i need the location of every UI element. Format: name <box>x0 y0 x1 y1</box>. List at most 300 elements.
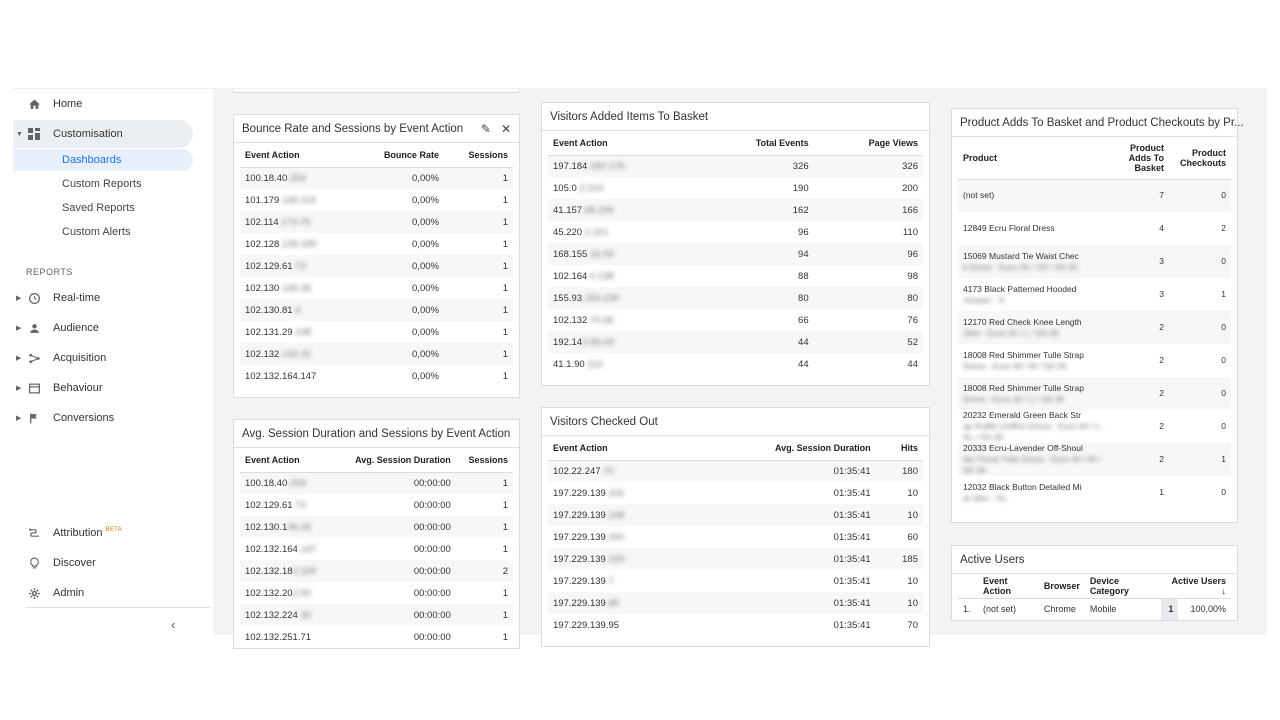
label-redacted: .139.189 <box>279 238 317 250</box>
col-bounce-rate[interactable]: Bounce Rate <box>353 143 444 167</box>
widget-title-bar <box>234 420 519 448</box>
person-icon <box>27 321 41 335</box>
nav-custom-alerts[interactable]: Custom Alerts <box>62 226 131 238</box>
cell-value: 10 <box>907 509 918 521</box>
cell-value: 01:35:41 <box>833 575 871 587</box>
table-row <box>240 626 513 648</box>
table-row <box>240 582 513 604</box>
label-redacted: .254 <box>287 477 306 489</box>
cell-value: 2 <box>1159 322 1164 332</box>
cell-value: 185 <box>902 553 918 565</box>
widget-bounce-rate <box>233 114 520 398</box>
table-row <box>958 377 1231 410</box>
table-row <box>240 255 513 277</box>
nav-saved-reports[interactable]: Saved Reports <box>62 202 135 214</box>
widget-product-adds <box>951 108 1244 523</box>
cell-label[interactable] <box>240 626 334 648</box>
label-visible: 192.14 <box>553 336 583 348</box>
cell-label[interactable] <box>240 516 334 538</box>
widget-title: Visitors Added Items To Basket <box>550 110 709 123</box>
label-visible: 155.93 <box>553 292 583 304</box>
cell-value: 326 <box>792 160 809 172</box>
cell-value: 0,00% <box>412 216 439 228</box>
label-visible: 197.184 <box>553 160 588 172</box>
col-event-action[interactable]: Event Action <box>240 143 353 167</box>
label-visible: 102.132.164 <box>245 543 298 555</box>
cell-value: 1 <box>502 216 508 228</box>
cell-value: 0 <box>1221 421 1226 431</box>
table-row <box>548 177 923 199</box>
checkedout-table <box>548 436 923 636</box>
caret-right-icon: ▶ <box>16 325 22 332</box>
widget-active-users <box>951 545 1238 621</box>
cell-label[interactable] <box>958 476 1109 509</box>
cell-label[interactable] <box>240 211 353 233</box>
cell-value: 2 <box>1221 223 1226 233</box>
table-row <box>240 494 513 516</box>
cell-value: 80 <box>907 292 918 304</box>
cell-value: 1 <box>502 238 508 250</box>
cell-label[interactable] <box>958 245 1109 278</box>
table-row <box>548 221 923 243</box>
col-browser[interactable]: Browser <box>1039 574 1085 598</box>
cell-label[interactable] <box>958 344 1109 377</box>
label-visible: 20232 Emerald Green Back Str <box>963 410 1082 420</box>
cell-label[interactable] <box>958 212 1109 245</box>
cell-value: 00:00:00 <box>413 477 451 489</box>
cell-value: 00:00:00 <box>413 521 451 533</box>
col-total-events[interactable]: Total Events <box>698 131 814 155</box>
label-redacted: Dress - Euro 42 / L / SA 36 <box>963 393 1064 404</box>
label-visible: 197.229.139 <box>553 509 606 521</box>
table-row <box>958 410 1231 443</box>
label-visible: (not set) <box>963 190 995 201</box>
label-visible: 18008 Red Shimmer Tulle Strap <box>963 349 1084 360</box>
label-redacted: 2.50 <box>292 587 312 599</box>
caret-right-icon: ▶ <box>16 295 22 302</box>
col-product[interactable]: Product <box>958 137 1109 179</box>
widget-title-bar <box>952 109 1244 137</box>
cell-label[interactable] <box>958 278 1109 311</box>
cell-value: 4 <box>1159 223 1164 233</box>
cell-value: 200 <box>902 182 918 194</box>
label-redacted: .70.66 <box>587 314 614 326</box>
cell-value: 0,00% <box>412 282 439 294</box>
nav-home[interactable] <box>13 90 193 118</box>
collapse-sidebar-button[interactable]: ‹ <box>171 617 176 632</box>
table-row <box>548 548 923 570</box>
cell-label[interactable] <box>240 189 353 211</box>
label-visible: 102.132.164.147 <box>245 370 317 382</box>
label-redacted: .116 <box>605 487 624 499</box>
checkedout-table-body <box>548 460 923 636</box>
cell-value: 7 <box>1159 190 1164 201</box>
cell-label[interactable] <box>958 179 1109 212</box>
cell-value: 96 <box>907 248 918 260</box>
cell-label[interactable] <box>548 504 691 526</box>
cell-label[interactable] <box>240 321 353 343</box>
table-row <box>240 604 513 626</box>
widget-title: Active Users <box>960 553 1025 566</box>
cell-label[interactable] <box>548 177 698 199</box>
cell-label[interactable] <box>240 494 334 516</box>
cell-value: 00:00:00 <box>413 631 451 643</box>
widget-title-bar <box>542 103 929 131</box>
cell-label[interactable] <box>958 377 1109 410</box>
cell-value: 10 <box>907 597 918 609</box>
cell-value: 162 <box>792 204 809 216</box>
label-redacted: .30 <box>297 609 312 621</box>
cell-value: 3 <box>1159 256 1164 266</box>
cell-value: 00:00:00 <box>413 543 451 555</box>
table-row <box>240 365 513 387</box>
label-visible: 15069 Mustard Tie Waist Chec <box>963 250 1079 261</box>
cell-label[interactable] <box>240 299 353 321</box>
widget-added-to-basket <box>541 102 930 386</box>
label-visible: 102.164 <box>553 270 588 282</box>
cell-value: 0 <box>1221 355 1226 365</box>
cell-value: 01:35:41 <box>833 531 871 543</box>
nav-attribution-label <box>53 527 122 539</box>
clock-icon <box>27 291 41 305</box>
widget-title-bar <box>542 408 929 436</box>
table-row <box>240 189 513 211</box>
cell-value: 0,00% <box>412 260 439 272</box>
label-visible: 102.129.61 <box>245 260 293 272</box>
col-avg-session-duration[interactable]: Avg. Session Duration <box>691 436 876 460</box>
col-active-users[interactable]: Active Users ↓ <box>1161 574 1231 598</box>
label-redacted: .7 <box>605 575 614 587</box>
cell-value: 1 <box>502 194 508 206</box>
widget-avg-session-duration <box>233 419 520 649</box>
cell-value: 0 <box>1221 322 1226 332</box>
cell-value: 66 <box>798 314 809 326</box>
label-redacted: .173.76 <box>278 216 311 228</box>
cell-value: 2 <box>1159 454 1164 464</box>
cell-value: 180 <box>902 465 918 477</box>
table-row <box>548 155 923 177</box>
table-row <box>958 598 1231 620</box>
cell-label[interactable] <box>958 410 1109 443</box>
label-visible: 197.229.139 <box>553 597 606 609</box>
label-visible: 4173 Black Patterned Hooded <box>963 283 1077 294</box>
widget-checked-out <box>541 407 930 647</box>
cell-label[interactable] <box>240 538 334 560</box>
cell-value: 1 <box>502 172 508 184</box>
table-row <box>240 233 513 255</box>
cell-value: 2 <box>1159 355 1164 365</box>
label-visible: 197.229.139 <box>553 487 606 499</box>
nav-customisation-label: Customisation <box>53 128 123 140</box>
col-product-adds[interactable]: Product Adds To Basket <box>1109 137 1169 179</box>
label-visible: 197.229.139 <box>553 553 606 565</box>
cell-label[interactable] <box>240 343 353 365</box>
label-redacted: 3.99.43 <box>582 336 614 348</box>
cell-value: 1 <box>502 609 508 621</box>
cell-label[interactable] <box>240 233 353 255</box>
table-row <box>548 504 923 526</box>
cell-value: 0,00% <box>412 172 439 184</box>
attribution-text: Attribution <box>53 527 103 539</box>
cell-value: 01:35:41 <box>833 553 871 565</box>
label-redacted: .70 <box>600 465 614 477</box>
col-device-category[interactable]: Device Category <box>1085 574 1161 598</box>
nav-dashboards[interactable]: Dashboards <box>13 149 193 171</box>
cell-value: 1 <box>1221 454 1226 464</box>
table-row <box>958 245 1231 278</box>
label-visible: 102.128 <box>245 238 280 250</box>
table-row <box>548 243 923 265</box>
cell-value: 01:35:41 <box>833 619 871 631</box>
col-event-action[interactable]: Event Action <box>548 436 691 460</box>
cell-label[interactable] <box>548 199 698 221</box>
cell-value: 0,00% <box>412 238 439 250</box>
label-redacted: .200 <box>605 531 625 543</box>
products-table <box>958 137 1231 509</box>
lightbulb-icon <box>27 556 41 570</box>
behaviour-window-icon <box>27 381 41 395</box>
label-redacted: .1.221 <box>582 226 609 238</box>
cell-label[interactable] <box>240 560 334 582</box>
cell-label[interactable] <box>548 614 691 636</box>
nav-behaviour[interactable] <box>13 374 193 402</box>
cell-label[interactable] <box>548 309 698 331</box>
col-sessions[interactable]: Sessions <box>444 143 513 167</box>
cell-value: 0,00% <box>412 194 439 206</box>
cell-value: 96 <box>798 226 809 238</box>
table-row <box>240 472 513 494</box>
label-visible: 102.130.81 <box>245 304 293 316</box>
cell-value: 2 <box>1159 421 1164 431</box>
cell-label[interactable] <box>958 443 1109 476</box>
label-redacted: .0.138 <box>587 270 614 282</box>
label-redacted: .85 <box>605 597 620 609</box>
cell-value: 44 <box>798 358 809 370</box>
widget-title-bar <box>952 546 1237 574</box>
cell-label[interactable] <box>240 255 353 277</box>
cell-label[interactable] <box>548 221 698 243</box>
close-icon[interactable]: ✕ <box>500 121 511 136</box>
table-row <box>240 538 513 560</box>
cell-label[interactable] <box>240 277 353 299</box>
cell-value: 01:35:41 <box>833 465 871 477</box>
reports-heading: REPORTS <box>26 267 73 277</box>
cell-value: 88 <box>798 270 809 282</box>
label-visible: 18008 Red Shimmer Tulle Strap <box>963 382 1084 393</box>
cell-value: 0,00% <box>412 370 439 382</box>
cell-value: 00:00:00 <box>413 587 451 599</box>
cell-label[interactable] <box>548 243 698 265</box>
sidebar <box>13 89 210 635</box>
cell-label[interactable] <box>548 482 691 504</box>
label-visible: 102.130.1 <box>245 521 288 533</box>
cell-value: 166 <box>902 204 918 216</box>
label-redacted: .68.194 <box>582 204 614 216</box>
table-row <box>548 482 923 504</box>
label-visible: 197.229.139.95 <box>553 619 620 631</box>
label-visible: 102.129.61 <box>245 499 293 511</box>
cell-value: 01:35:41 <box>833 509 871 521</box>
label-redacted: .73 <box>292 499 306 511</box>
nav-custom-reports[interactable]: Custom Reports <box>62 178 142 190</box>
cell-label[interactable] <box>548 592 691 614</box>
cell-value: 1 <box>1221 289 1226 299</box>
label-visible: 102.22.247 <box>553 465 601 477</box>
cell-value: 01:35:41 <box>833 487 871 499</box>
bounce-table-body <box>240 167 513 387</box>
col-product-checkouts[interactable]: Product Checkouts <box>1169 137 1231 179</box>
table-row <box>548 570 923 592</box>
cell-label[interactable] <box>240 604 334 626</box>
label-redacted: .2.214 <box>576 182 604 194</box>
table-row <box>958 212 1231 245</box>
table-row <box>958 311 1231 344</box>
label-visible: 12170 Red Check Knee Length <box>963 316 1082 327</box>
cell-label[interactable] <box>548 526 691 548</box>
cell-label[interactable] <box>548 265 698 287</box>
attribution-icon <box>27 526 41 540</box>
label-redacted: Skirt - Euro 42 / L / SA 36 <box>963 327 1059 338</box>
table-row <box>240 277 513 299</box>
label-redacted: .184.230 <box>582 292 620 304</box>
label-redacted: ap Ruffle Chiffon Dress - Euro 44 / L-XL / SA 36 <box>963 421 1103 442</box>
sidebar-divider <box>26 607 210 608</box>
col-event-action[interactable]: Event Action <box>548 131 698 155</box>
label-visible: 102.132.251.71 <box>245 631 312 643</box>
col-index <box>958 574 978 598</box>
nav-admin[interactable] <box>13 579 193 607</box>
table-row <box>958 179 1231 212</box>
widget-title-bar <box>234 115 519 143</box>
cell-value: 00:00:00 <box>413 609 451 621</box>
table-row <box>548 460 923 482</box>
cell-value: 0 <box>1221 190 1226 201</box>
nav-conversions[interactable] <box>13 404 193 432</box>
flag-icon <box>27 411 41 425</box>
label-redacted: .113 <box>584 358 603 370</box>
edit-pencil-icon[interactable]: ✎ <box>480 121 491 136</box>
nav-customisation[interactable] <box>13 120 193 148</box>
label-redacted: .183.176 <box>587 160 625 172</box>
cell-label[interactable] <box>240 167 353 189</box>
caret-right-icon: ▶ <box>16 355 22 362</box>
cell-value: 1 <box>502 282 508 294</box>
acquisition-icon <box>27 351 41 365</box>
cell-value: 0 <box>1221 388 1226 398</box>
label-redacted: Jumper - S <box>963 294 1005 305</box>
cell-label[interactable] <box>958 311 1109 344</box>
cell-value: 1 <box>502 521 508 533</box>
label-redacted: .254 <box>287 172 306 184</box>
cell-label[interactable] <box>548 287 698 309</box>
nav-discover[interactable] <box>13 549 193 577</box>
label-visible: 12032 Black Button Detailed Mi <box>963 481 1082 492</box>
label-redacted: .136.119 <box>279 194 316 206</box>
cell-event-action: (not set) <box>983 604 1017 615</box>
cell-value: 10 <box>907 575 918 587</box>
cell-value: 0,00% <box>412 326 439 338</box>
cell-value: 70 <box>907 619 918 631</box>
label-visible: 100.18.40 <box>245 477 288 489</box>
dashboard-canvas <box>213 89 1267 643</box>
widget-title: Bounce Rate and Sessions by Event Action <box>242 122 464 135</box>
cell-value: 44 <box>798 336 809 348</box>
cell-value: 1 <box>502 370 508 382</box>
table-row <box>958 476 1231 509</box>
basket-table <box>548 131 923 375</box>
label-redacted: 36.26 <box>287 521 312 533</box>
table-row <box>240 560 513 582</box>
cell-label[interactable] <box>240 472 334 494</box>
label-visible: 197.229.139 <box>553 531 606 543</box>
label-visible: 102.132 <box>553 314 588 326</box>
row-index: 1. <box>963 604 971 615</box>
cell-value: 0 <box>1221 256 1226 266</box>
table-row <box>548 331 923 353</box>
label-visible: 102.132.224 <box>245 609 298 621</box>
cell-label[interactable] <box>240 582 334 604</box>
table-row <box>958 443 1231 476</box>
nav-acquisition[interactable] <box>13 344 193 372</box>
nav-conversions-label: Conversions <box>53 412 115 424</box>
cell-value: 190 <box>792 182 809 194</box>
table-row <box>548 199 923 221</box>
table-row <box>240 343 513 365</box>
nav-realtime[interactable] <box>13 284 193 312</box>
widget-title: Avg. Session Duration and Sessions by Event Action <box>242 427 511 440</box>
col-avg-session-duration[interactable]: Avg. Session Duration <box>334 448 456 472</box>
cell-label[interactable] <box>548 353 698 375</box>
avgsession-table-body <box>240 472 513 648</box>
col-event-action[interactable]: Event Action <box>978 574 1039 598</box>
active-users-table <box>958 574 1231 620</box>
table-row <box>548 526 923 548</box>
label-visible: 12849 Ecru Floral Dress <box>963 223 1055 233</box>
cell-label[interactable] <box>548 155 698 177</box>
nav-audience[interactable] <box>13 314 193 342</box>
cell-value: 0,00% <box>412 348 439 360</box>
cell-value: 1 <box>502 631 508 643</box>
cell-label[interactable] <box>548 331 698 353</box>
cell-value: 80 <box>798 292 809 304</box>
cell-label[interactable] <box>240 365 353 387</box>
table-row <box>240 516 513 538</box>
cell-value: 1 <box>502 304 508 316</box>
label-redacted: .229 <box>605 553 625 565</box>
col-sessions[interactable]: Sessions <box>456 448 513 472</box>
label-visible: 20333 Ecru-Lavender Off-Shoul <box>963 443 1083 453</box>
dashboard-grid-icon <box>27 127 41 141</box>
table-row <box>958 278 1231 311</box>
label-visible: 102.132.18 <box>245 565 293 577</box>
nav-attribution[interactable] <box>13 519 193 547</box>
cell-label[interactable] <box>548 460 691 482</box>
label-visible: 102.132 <box>245 348 280 360</box>
label-visible: 100.18.40 <box>245 172 288 184</box>
col-hits[interactable]: Hits <box>876 436 923 460</box>
col-event-action[interactable]: Event Action <box>240 448 334 472</box>
cell-value: 1 <box>502 326 508 338</box>
cell-label[interactable] <box>548 548 691 570</box>
cell-label[interactable] <box>548 570 691 592</box>
cell-value: 10 <box>907 487 918 499</box>
label-visible: 197.229.139 <box>553 575 606 587</box>
cell-value: 44 <box>907 358 918 370</box>
col-page-views[interactable]: Page Views <box>814 131 923 155</box>
cell-value: 01:35:41 <box>833 597 871 609</box>
cell-value: 1 <box>1159 487 1164 497</box>
cell-value: 3 <box>1159 289 1164 299</box>
